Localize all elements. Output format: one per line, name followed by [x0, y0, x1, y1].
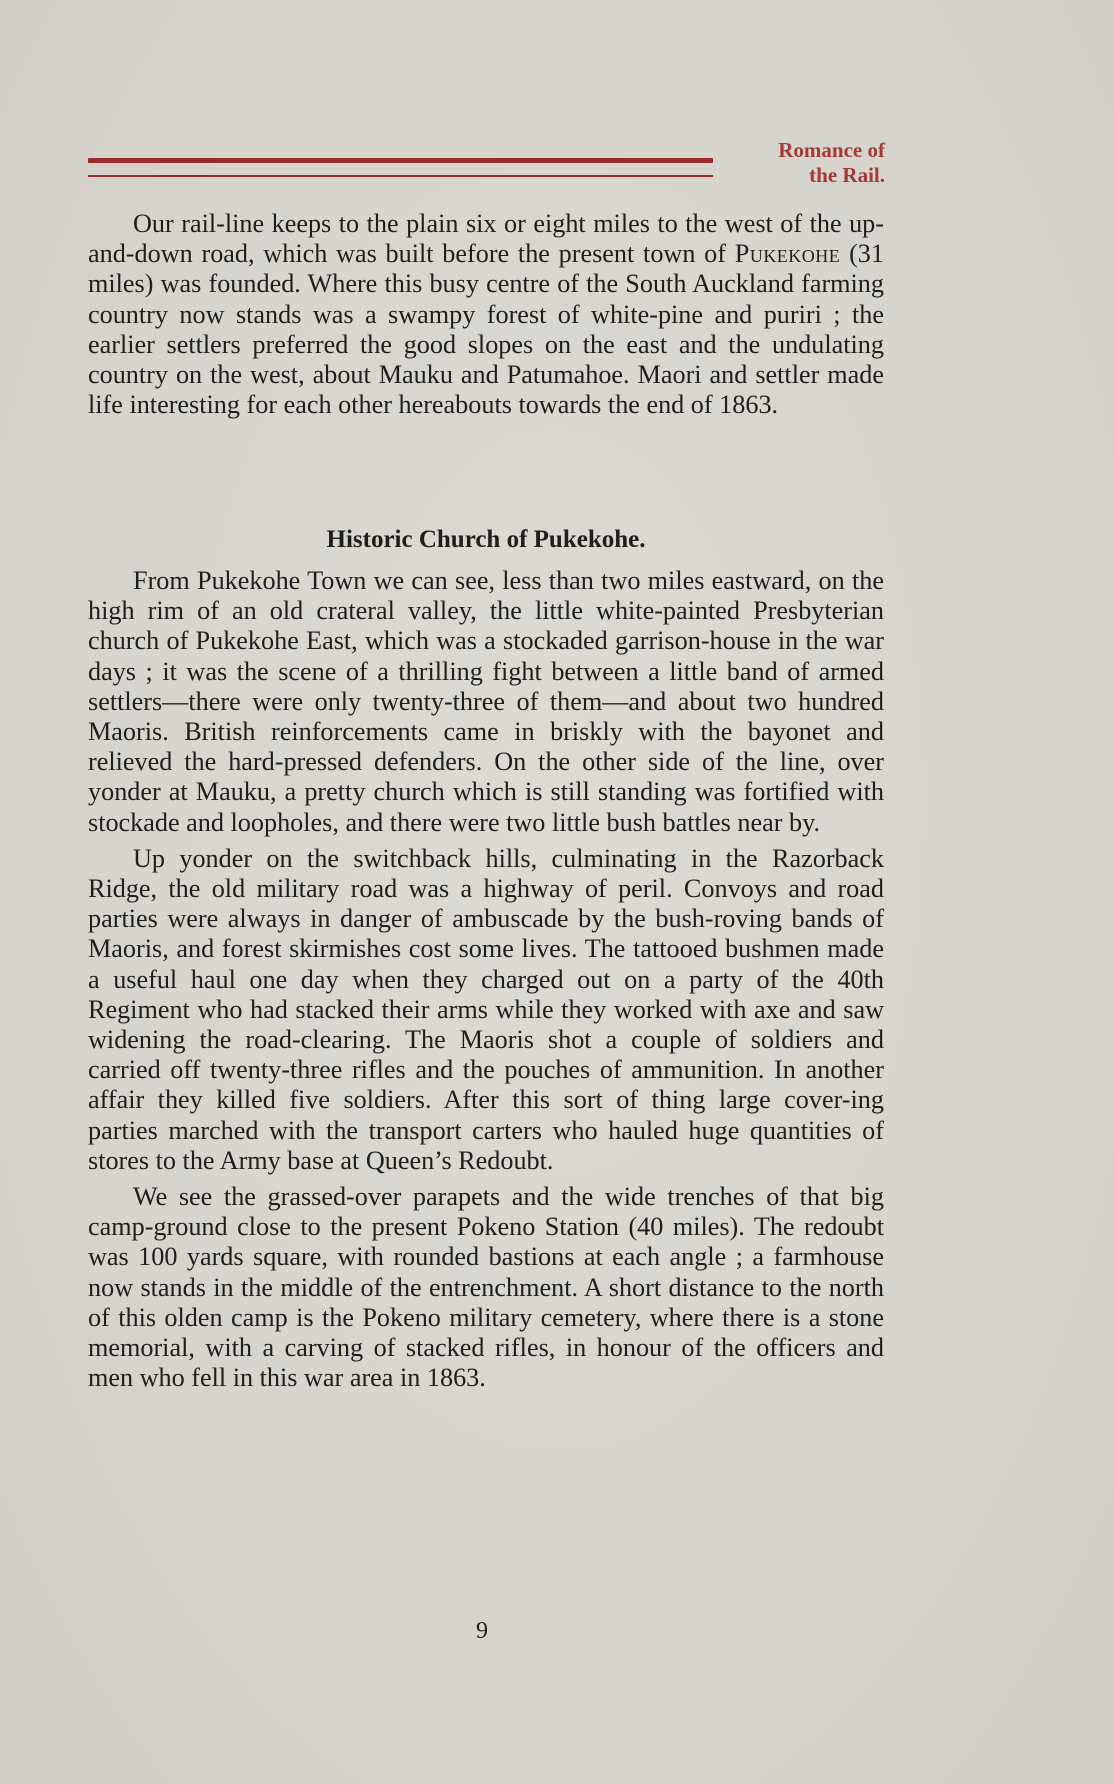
place-name-pukekohe: Pukekohe [734, 239, 841, 269]
paragraph-3: Up yonder on the switchback hills, culminating in the Razorback Ridge, the old military road was a highway of peril. Convoys and road parties were always in danger of ambuscade by the bush-roving bands of Maoris, and forest skirmishes cost some lives. The tattooed bushmen made a useful haul one day when they charged out on a party of the 40th Regiment who had stacked their arms while they worked with axe and saw widening the road-clearing. The Maoris shot a couple of soldiers and carried off twenty-three rifles and the pouches of ammunition. In another affair they killed five soldiers. After this sort of thing large cover-ing parties marched with the transport carters who hauled huge quantities of stores to the Army base at Queen’s Redoubt. [88, 843, 884, 1175]
header-rule-thin [88, 175, 713, 177]
paragraph-4: We see the grassed-over parapets and the wide trenches of that big camp-ground close to the present Pokeno Station (40 miles). The redoubt was 100 yards square, with rounded bastions at each angle ; a farmhouse now stands in the middle of the entrenchment. A short distance to the north of this olden camp is the Pokeno military cemetery, where there is a stone memorial, with a carving of stacked rifles, in honour of the officers and men who fell in this war area in 1863. [88, 1182, 884, 1393]
section-text-block [88, 566, 884, 1393]
running-head-line-1: Romance of [778, 138, 885, 162]
opening-text-block [88, 209, 884, 420]
paragraph-2: From Pukekohe Town we can see, less than two miles eastward, on the high rim of an old crateral valley, the little white-painted Presbyterian church of Pukekohe East, which was a stockaded garrison-house in the war days ; it was the scene of a thrilling fight between a little band of armed settlers—there were only twenty-three of them—and about two hundred Maoris. British reinforcements came in briskly with the bayonet and relieved the hard-pressed defenders. On the other side of the line, over yonder at Mauku, a pretty church which is still standing was fortified with stockade and loopholes, and there were two little bush battles near by. [88, 566, 884, 837]
section-heading: Historic Church of Pukekohe. [326, 526, 646, 553]
header-rule-thick [88, 158, 713, 163]
running-head [730, 138, 885, 188]
page-number: 9 [476, 1618, 488, 1644]
paragraph-1-before: Our rail-line keeps to the plain six or eight miles to the west of the up-and-down road, which was built before the present town of [88, 209, 884, 269]
running-head-line-2: the Rail. [809, 163, 885, 187]
paragraph-1-after: (31 miles) was founded. Where this busy centre of the South Auckland farming country now stands was a swampy forest of white-pine and puriri ; the earlier settlers preferred the good slopes on the east and the undulating country on the west, about Mauku and Patumahoe. Maori and settler made life interesting for each other hereabouts towards the end of 1863. [88, 239, 884, 420]
paragraph-1 [88, 209, 884, 420]
